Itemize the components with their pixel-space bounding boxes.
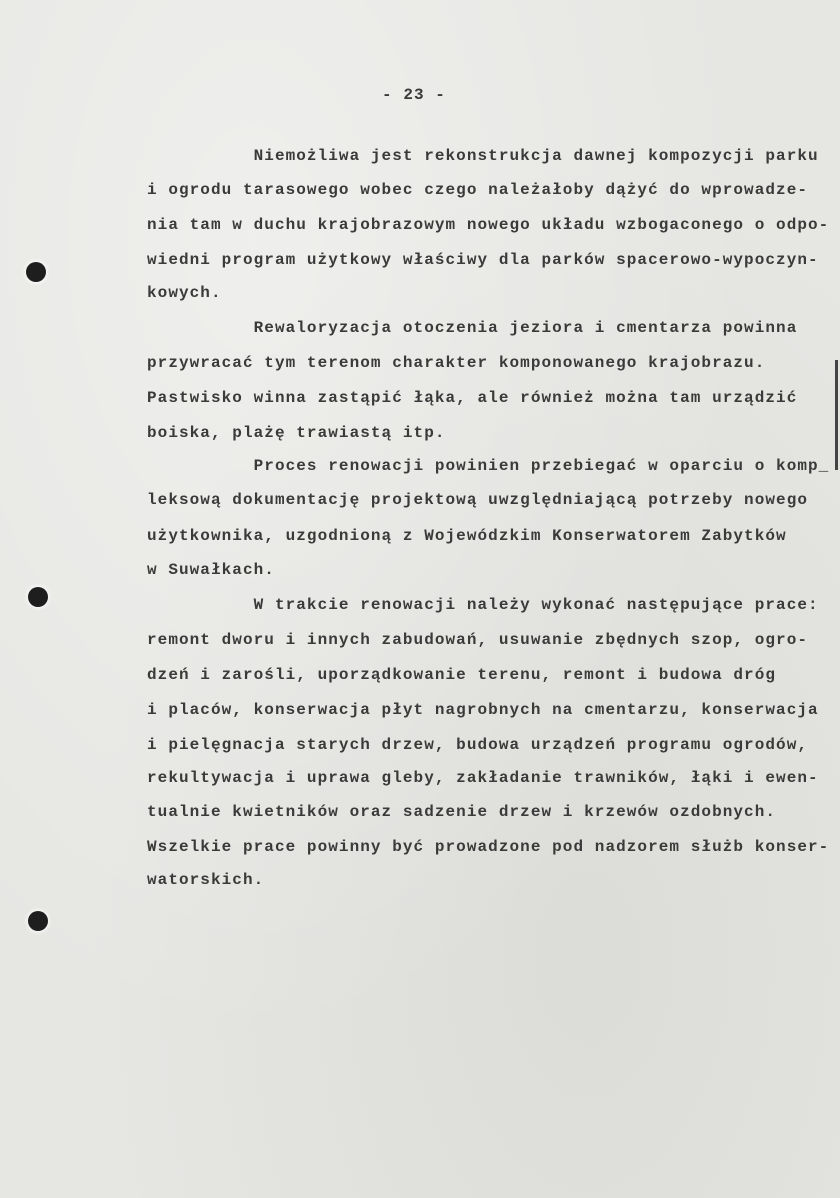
punch-hole xyxy=(28,911,48,931)
text-line: remont dworu i innych zabudowań, usuwanie zbędnych szop, ogro- xyxy=(147,631,809,649)
text-line: użytkownika, uzgodnioną z Wojewódzkim Konserwatorem Zabytków xyxy=(147,527,787,545)
punch-hole xyxy=(28,587,48,607)
text-line: W trakcie renowacji należy wykonać następujące prace: xyxy=(147,596,819,614)
text-line: i placów, konserwacja płyt nagrobnych na cmentarzu, konserwacja xyxy=(147,701,819,719)
text-line: wiedni program użytkowy właściwy dla parków spacerowo-wypoczyn- xyxy=(147,251,819,269)
text-line: w Suwałkach. xyxy=(147,561,275,579)
text-line: kowych. xyxy=(147,284,222,302)
text-line: Proces renowacji powinien przebiegać w oparciu o komp_ xyxy=(147,457,830,475)
text-line: Niemożliwa jest rekonstrukcja dawnej kompozycji parku xyxy=(147,147,819,165)
text-line: tualnie kwietników oraz sadzenie drzew i krzewów ozdobnych. xyxy=(147,803,777,821)
text-line: i ogrodu tarasowego wobec czego należałoby dążyć do wprowadze- xyxy=(147,181,809,199)
text-line: rekultywacja i uprawa gleby, zakładanie trawników, łąki i ewen- xyxy=(147,769,819,787)
punch-hole xyxy=(26,262,46,282)
page-edge-mark xyxy=(835,360,838,470)
text-line: Rewaloryzacja otoczenia jeziora i cmentarza powinna xyxy=(147,319,798,337)
text-line: watorskich. xyxy=(147,871,265,889)
text-line: Pastwisko winna zastąpić łąka, ale również można tam urządzić xyxy=(147,389,798,407)
text-line: boiska, plażę trawiastą itp. xyxy=(147,424,446,442)
text-line: Wszelkie prace powinny być prowadzone pod nadzorem służb konser- xyxy=(147,838,830,856)
text-line: nia tam w duchu krajobrazowym nowego układu wzbogaconego o odpo- xyxy=(147,216,830,234)
text-line: i pielęgnacja starych drzew, budowa urządzeń programu ogrodów, xyxy=(147,736,809,754)
text-line: leksową dokumentację projektową uwzględniającą potrzeby nowego xyxy=(147,491,809,509)
text-line: dzeń i zarośli, uporządkowanie terenu, remont i budowa dróg xyxy=(147,666,777,684)
page-number: - 23 - xyxy=(382,86,446,104)
text-line: przywracać tym terenom charakter komponowanego krajobrazu. xyxy=(147,354,766,372)
